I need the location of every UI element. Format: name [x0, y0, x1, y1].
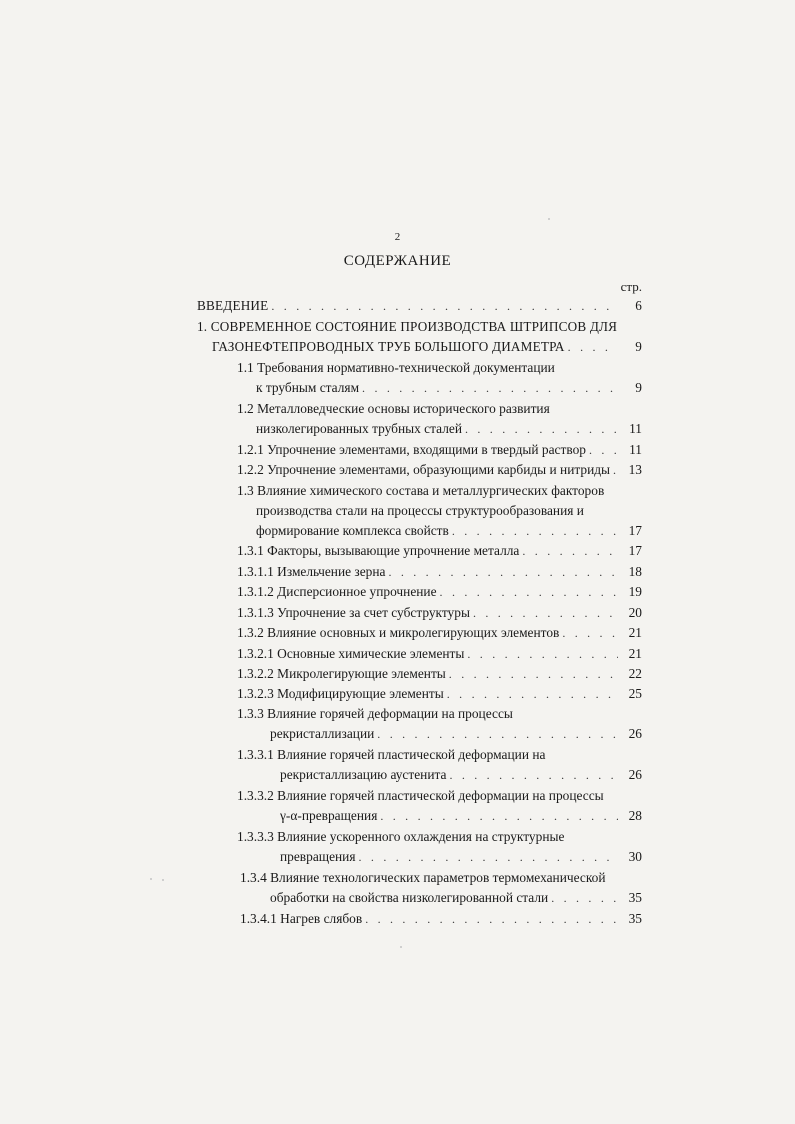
toc-entry-1-3-2-3: 1.3.2.3 Модифицирующие элементы . . . 25: [237, 686, 642, 702]
toc-entry-1-3-3-3-cont: превращения . . . 30: [280, 849, 642, 865]
toc-entry-1-2-1: 1.2.1 Упрочнение элементами, входящими в твердый раствор . . . 11: [237, 442, 642, 458]
toc-entry-1-3-cont-a: производства стали на процессы структурообразования и: [256, 503, 584, 518]
toc-title: СОДЕРЖАНИЕ: [343, 253, 452, 269]
toc-entry-1-3: 1.3 Влияние химического состава и металлургических факторов: [237, 483, 605, 498]
scan-speck: [162, 879, 164, 881]
toc-entry-1-1-cont: к трубным сталям . . . 9: [256, 380, 642, 396]
toc-entry-1-3-1-1: 1.3.1.1 Измельчение зерна . . . 18: [237, 564, 642, 580]
toc-entry-1-3-1-2: 1.3.1.2 Дисперсионное упрочнение . . . 19: [237, 584, 642, 600]
toc-entry-1-2: 1.2 Металловедческие основы исторического развития: [237, 401, 550, 416]
toc-entry-chapter-1-cont: ГАЗОНЕФТЕПРОВОДНЫХ ТРУБ БОЛЬШОГО ДИАМЕТРА . . . 9: [212, 339, 642, 355]
toc-entry-1-3-3-2-cont: γ-α-превращения . . . 28: [280, 808, 642, 824]
toc-entry-1-3-1-3: 1.3.1.3 Упрочнение за счет субструктуры . . . 20: [237, 605, 642, 621]
toc-entry-1-3-2-1: 1.3.2.1 Основные химические элементы . . . 21: [237, 646, 642, 662]
toc-entry-1-3-4: 1.3.4 Влияние технологических параметров термомеханической: [240, 870, 606, 885]
toc-entry-1-3-3-cont: рекристаллизации . . . 26: [270, 726, 642, 742]
toc-entry-1-3-3: 1.3.3 Влияние горячей деформации на процессы: [237, 706, 513, 721]
toc-entry-1-3-1: 1.3.1 Факторы, вызывающие упрочнение металла . . . 17: [237, 543, 642, 559]
toc-entry-1-3-cont-b: формирование комплекса свойств . . . 17: [256, 523, 642, 539]
toc-entry-1-3-3-2: 1.3.3.2 Влияние горячей пластической деформации на процессы: [237, 788, 604, 803]
page-column-label: стр.: [620, 279, 642, 294]
toc-entry-1-3-2: 1.3.2 Влияние основных и микролегирующих элементов . . . 21: [237, 625, 642, 641]
scan-speck: [400, 946, 402, 948]
toc-entry-1-3-3-3: 1.3.3.3 Влияние ускоренного охлаждения на структурные: [237, 829, 565, 844]
page-number: 2: [394, 231, 401, 243]
toc-entry-1-3-3-1: 1.3.3.1 Влияние горячей пластической деформации на: [237, 747, 546, 762]
scan-speck: [150, 878, 152, 880]
toc-entry-1-3-2-2: 1.3.2.2 Микролегирующие элементы . . . 22: [237, 666, 642, 682]
toc-entry-1-3-3-1-cont: рекристаллизацию аустенита . . . 26: [280, 767, 642, 783]
toc-entry-1-3-4-1: 1.3.4.1 Нагрев слябов . . . 35: [240, 911, 642, 927]
scan-speck: [548, 218, 550, 220]
toc-entry-introduction: ВВЕДЕНИЕ . . . 6: [197, 298, 642, 314]
toc-entry-1-1: 1.1 Требования нормативно-технической документации: [237, 360, 555, 375]
toc-entry-1-3-4-cont: обработки на свойства низколегированной стали . . . 35: [270, 890, 642, 906]
toc-entry-chapter-1: 1. СОВРЕМЕННОЕ СОСТОЯНИЕ ПРОИЗВОДСТВА ШТРИПСОВ ДЛЯ: [197, 319, 618, 334]
toc-entry-1-2-2: 1.2.2 Упрочнение элементами, образующими карбиды и нитриды . . . 13: [237, 462, 642, 478]
toc-entry-1-2-cont: низколегированных трубных сталей . . . 11: [256, 421, 642, 437]
